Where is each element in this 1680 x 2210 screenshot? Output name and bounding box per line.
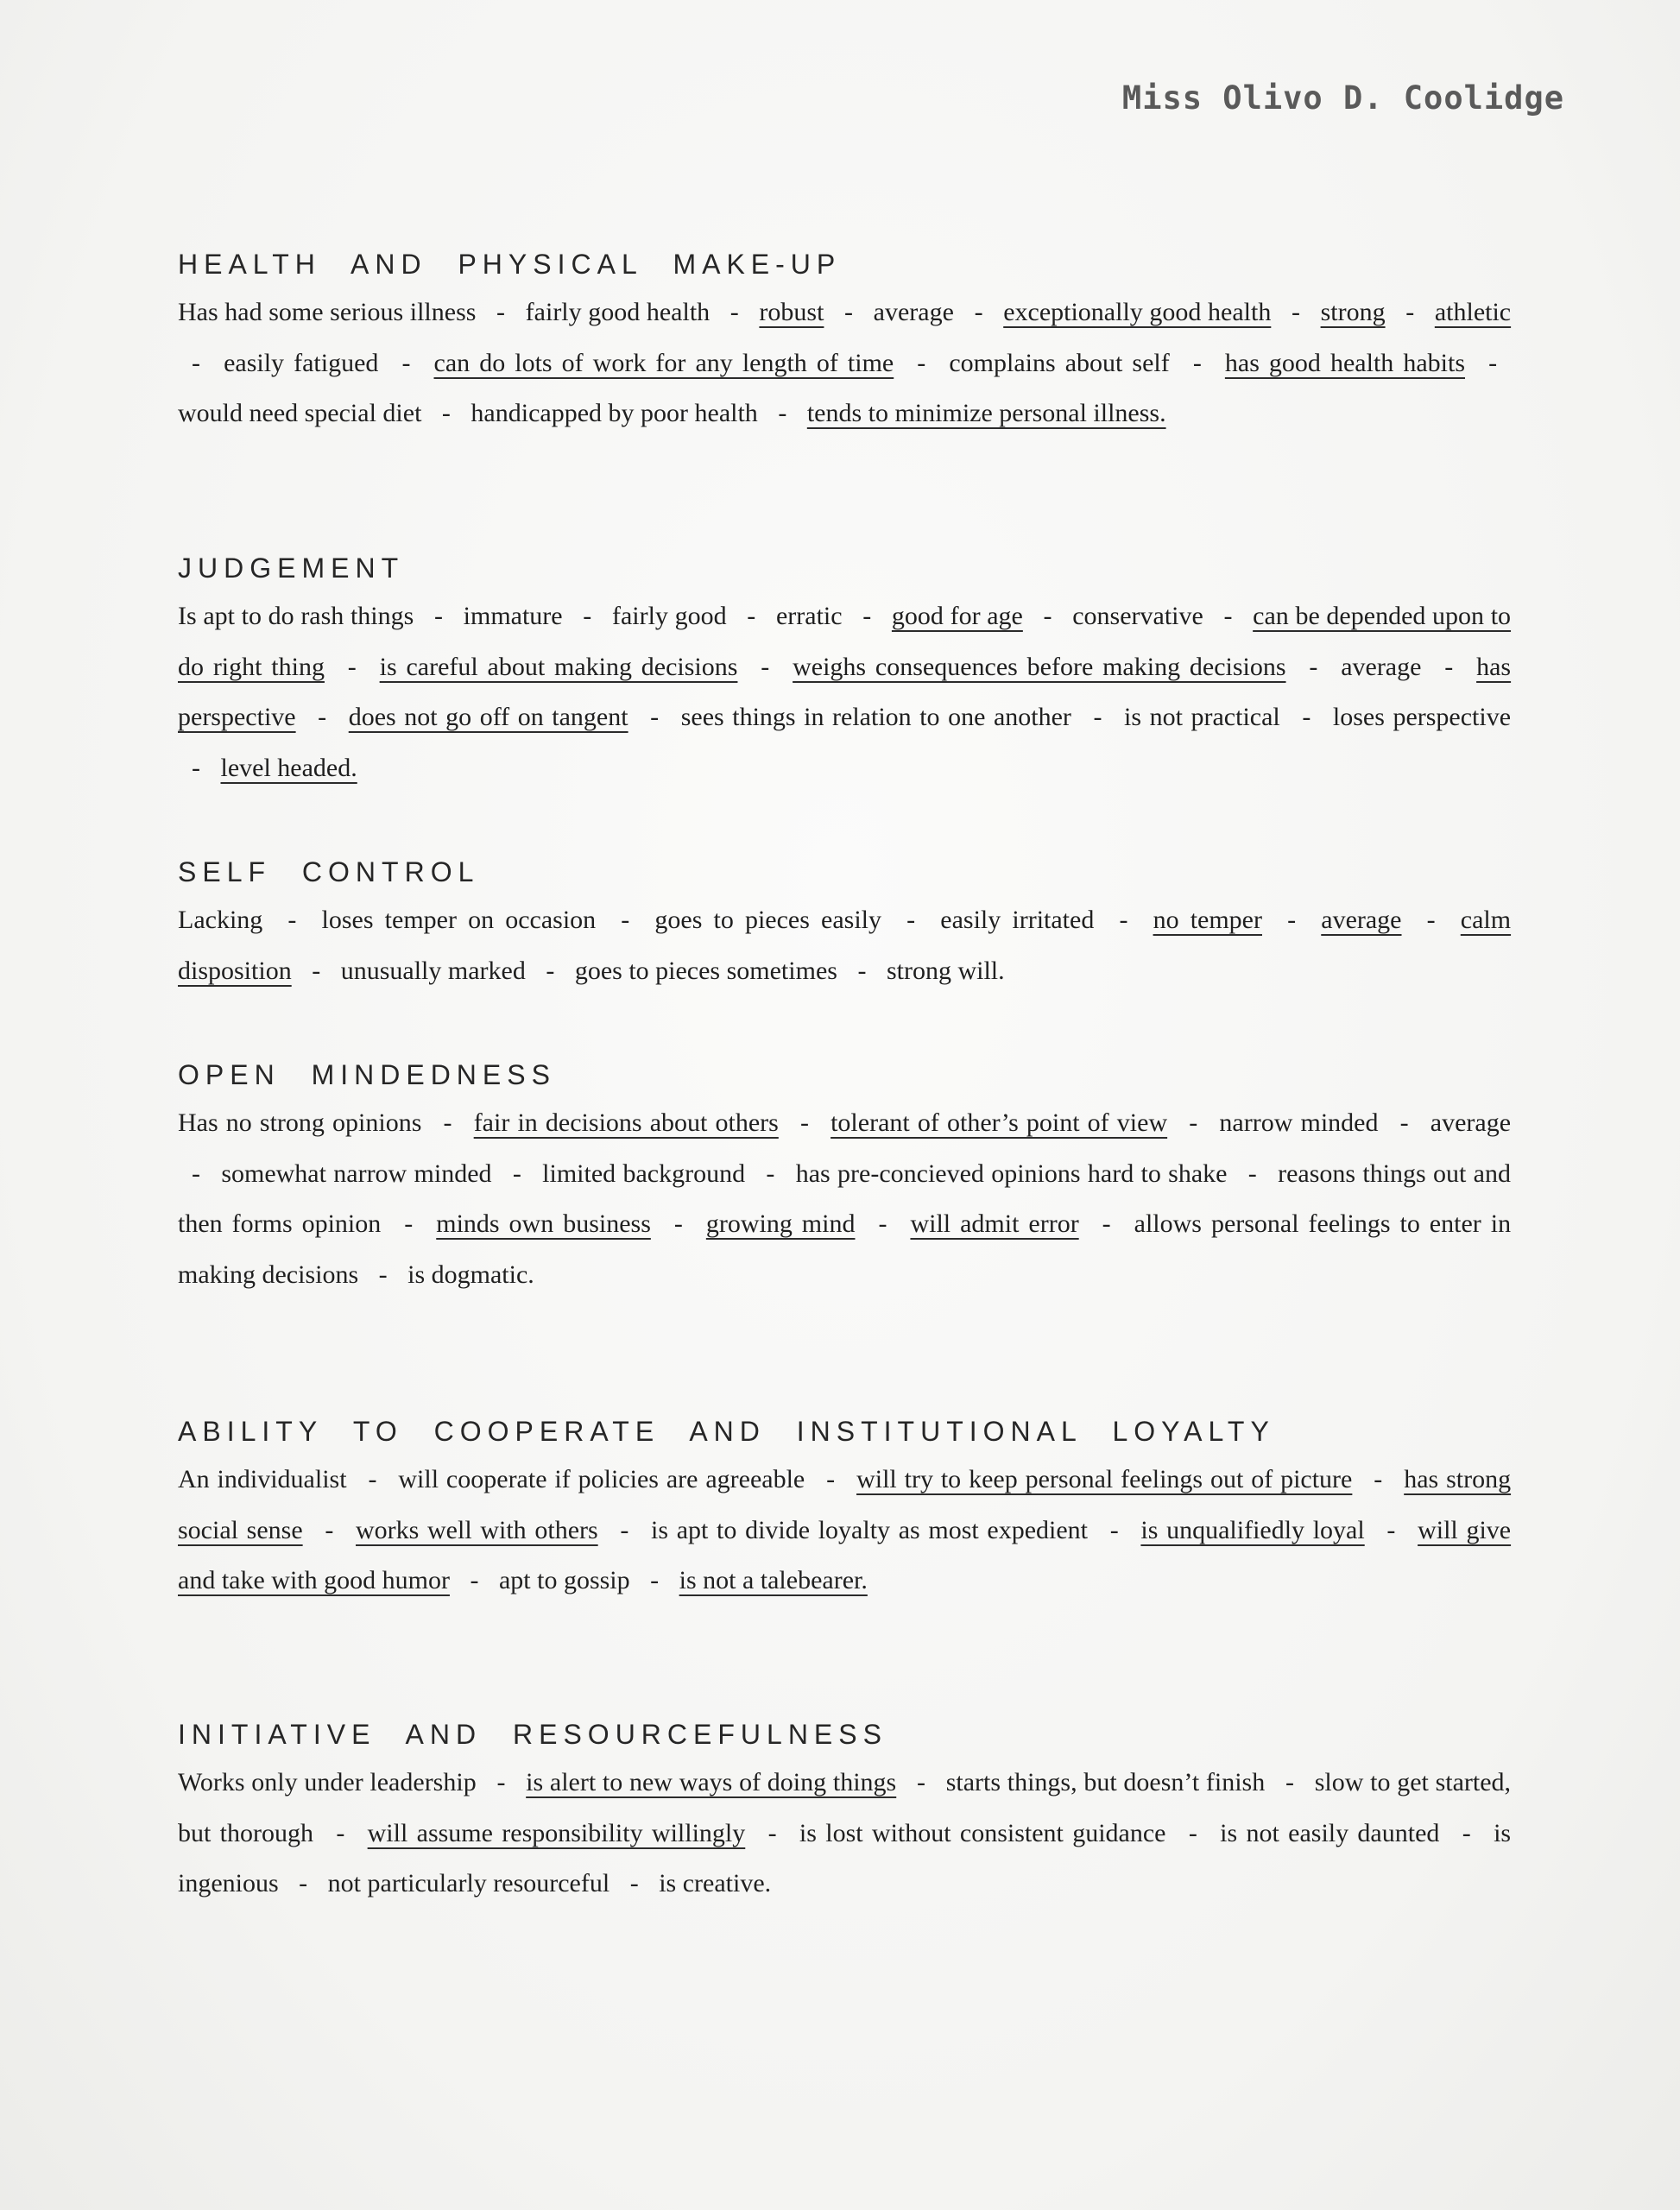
trait: average [873, 298, 954, 326]
separator: - [496, 298, 506, 326]
separator: - [401, 348, 411, 377]
separator: - [1309, 652, 1318, 681]
trait: unusually marked [340, 956, 526, 985]
trait: reasons things out and then forms opinion [178, 1159, 1511, 1238]
trait: An individualist [178, 1465, 347, 1493]
section-heading: SELF CONTROL [178, 856, 480, 887]
trait-underlined: works well with others [356, 1515, 598, 1544]
separator: - [1405, 298, 1415, 326]
trait: easily fatigued [224, 348, 379, 377]
section-items [178, 1455, 1511, 1607]
trait: immature [463, 602, 563, 630]
trait: goes to pieces easily [654, 906, 882, 934]
separator: - [433, 602, 443, 630]
trait: Works only under leadership [178, 1768, 477, 1796]
trait-underlined: does not go off on tangent [348, 703, 628, 731]
separator: - [1247, 1159, 1257, 1188]
separator: - [1374, 1465, 1383, 1493]
trait-underlined: growing mind [705, 1209, 856, 1238]
separator: - [1386, 1515, 1396, 1544]
trait-underlined: will try to keep personal feelings out of picture [856, 1465, 1353, 1493]
section-initiative [178, 1719, 1511, 1910]
separator: - [1302, 703, 1311, 731]
separator: - [906, 906, 916, 934]
trait: limited background [542, 1159, 746, 1188]
separator: - [318, 703, 327, 731]
separator: - [1223, 602, 1233, 630]
trait-underlined: strong [1320, 298, 1386, 326]
trait: complains about self [949, 348, 1170, 377]
trait-underlined: can do lots of work for any length of time [433, 348, 894, 377]
separator: - [325, 1515, 334, 1544]
trait: is dogmatic. [407, 1260, 534, 1289]
trait: will cooperate if policies are agreeable [398, 1465, 805, 1493]
section-heading: ABILITY TO COOPERATE AND INSTITUTIONAL LOYALTY [178, 1416, 1275, 1447]
section-heading: HEALTH AND PHYSICAL MAKE-UP [178, 249, 842, 280]
trait-underlined: exceptionally good health [1003, 298, 1272, 326]
trait-underlined: has good health habits [1224, 348, 1465, 377]
trait: is lost without consistent guidance [799, 1818, 1166, 1847]
section-heading: JUDGEMENT [178, 552, 405, 584]
separator: - [620, 1515, 629, 1544]
trait: narrow minded [1219, 1108, 1379, 1137]
trait-underlined: can be depended upon to do right thing [178, 602, 1512, 681]
separator: - [512, 1159, 521, 1188]
trait: has pre-concieved opinions hard to shake [795, 1159, 1228, 1188]
separator: - [312, 956, 321, 985]
separator: - [799, 1108, 809, 1137]
trait: is not easily daunted [1220, 1818, 1440, 1847]
trait: not particularly resourceful [327, 1869, 610, 1897]
separator: - [761, 652, 770, 681]
trait-underlined: fair in decisions about others [473, 1108, 779, 1137]
trait-underlined: calm disposition [178, 906, 1512, 985]
trait: would need special diet [178, 399, 422, 427]
separator: - [857, 956, 867, 985]
separator: - [778, 399, 787, 427]
separator: - [192, 1159, 200, 1188]
trait-underlined: average [1321, 906, 1402, 934]
separator: - [1462, 1818, 1471, 1847]
trait: is apt to divide loyalty as most expedient [651, 1515, 1089, 1544]
trait-underlined: no temper [1153, 906, 1262, 934]
trait-underlined: good for age [891, 602, 1023, 630]
trait: is ingenious [178, 1818, 1512, 1897]
separator: - [1399, 1108, 1409, 1137]
separator: - [1285, 1768, 1294, 1796]
trait: Lacking [178, 906, 263, 934]
trait: loses perspective [1332, 703, 1512, 731]
trait-underlined: is not a talebearer. [679, 1566, 868, 1594]
trait: erratic [775, 602, 843, 630]
separator: - [368, 1465, 377, 1493]
separator: - [916, 1768, 925, 1796]
trait: allows personal feelings to enter in making decisions [178, 1209, 1512, 1289]
separator: - [470, 1566, 479, 1594]
separator: - [862, 602, 872, 630]
section-judgement [178, 552, 1511, 793]
separator: - [299, 1869, 308, 1897]
trait: is creative. [659, 1869, 772, 1897]
trait: average [1430, 1108, 1512, 1137]
separator: - [1109, 1515, 1119, 1544]
trait-underlined: will admit error [910, 1209, 1079, 1238]
trait: sees things in relation to one another [680, 703, 1071, 731]
section-cooperation-loyalty [178, 1416, 1511, 1607]
section-items [178, 895, 1511, 996]
trait: easily irritated [940, 906, 1095, 934]
trait: Has no strong opinions [178, 1108, 422, 1137]
trait: Is apt to do rash things [178, 602, 414, 630]
trait: fairly good [611, 602, 727, 630]
section-self-control [178, 856, 1511, 996]
separator: - [766, 1159, 775, 1188]
separator: - [917, 348, 926, 377]
separator: - [192, 753, 200, 782]
trait-underlined: tolerant of other’s point of view [831, 1108, 1168, 1137]
separator: - [650, 703, 660, 731]
trait-underlined: has strong social sense [178, 1465, 1512, 1544]
separator: - [1189, 1108, 1198, 1137]
separator: - [1119, 906, 1128, 934]
trait: strong will. [886, 956, 1005, 985]
separator: - [192, 348, 200, 377]
separator: - [1043, 602, 1052, 630]
trait: starts things, but doesn’t finish [945, 1768, 1266, 1796]
separator: - [1426, 906, 1436, 934]
separator: - [1287, 906, 1297, 934]
section-heading: INITIATIVE AND RESOURCEFULNESS [178, 1719, 887, 1750]
trait-underlined: is careful about making decisions [379, 652, 738, 681]
separator: - [496, 1768, 506, 1796]
separator: - [1488, 348, 1498, 377]
separator: - [1291, 298, 1300, 326]
separator: - [673, 1209, 683, 1238]
separator: - [347, 652, 357, 681]
trait-underlined: tends to minimize personal illness. [806, 399, 1166, 427]
separator: - [1192, 348, 1202, 377]
trait-underlined: will assume responsibility willingly [367, 1818, 746, 1847]
trait: fairly good health [525, 298, 711, 326]
separator: - [378, 1260, 388, 1289]
section-open-mindedness [178, 1059, 1511, 1300]
separator: - [1093, 703, 1102, 731]
separator: - [441, 399, 451, 427]
separator: - [404, 1209, 414, 1238]
separator: - [336, 1818, 345, 1847]
separator: - [621, 906, 630, 934]
separator: - [629, 1869, 639, 1897]
trait-underlined: minds own business [436, 1209, 651, 1238]
trait: loses temper on occasion [321, 906, 597, 934]
separator: - [878, 1209, 887, 1238]
trait-underlined: is unqualifiedly loyal [1140, 1515, 1365, 1544]
separator: - [443, 1108, 452, 1137]
separator: - [1444, 652, 1454, 681]
separator: - [747, 602, 756, 630]
section-items [178, 591, 1511, 793]
separator: - [767, 1818, 777, 1847]
section-items [178, 287, 1511, 439]
separator: - [974, 298, 983, 326]
trait-underlined: athletic [1434, 298, 1512, 326]
separator: - [1102, 1209, 1111, 1238]
trait-underlined: has perspective [178, 652, 1512, 731]
trait: is not practical [1124, 703, 1280, 731]
trait: goes to pieces sometimes [574, 956, 837, 985]
trait: apt to gossip [498, 1566, 630, 1594]
trait-underlined: robust [759, 298, 824, 326]
trait: conservative [1072, 602, 1203, 630]
section-items [178, 1758, 1511, 1910]
separator: - [729, 298, 739, 326]
separator: - [546, 956, 555, 985]
candidate-name: Miss Olivo D. Coolidge [1121, 79, 1564, 117]
section-health [178, 249, 1511, 439]
trait: handicapped by poor health [471, 399, 758, 427]
separator: - [844, 298, 854, 326]
trait: average [1341, 652, 1422, 681]
separator: - [650, 1566, 660, 1594]
trait: Has had some serious illness [178, 298, 477, 326]
trait: somewhat narrow minded [221, 1159, 492, 1188]
section-heading: OPEN MINDEDNESS [178, 1059, 556, 1090]
trait-underlined: will give and take with good humor [178, 1515, 1512, 1594]
separator: - [1188, 1818, 1197, 1847]
trait-underlined: is alert to new ways of doing things [526, 1768, 897, 1796]
separator: - [287, 906, 297, 934]
trait-underlined: level headed. [220, 753, 357, 782]
trait: slow to get started, but thorough [178, 1768, 1512, 1847]
trait-underlined: weighs consequences before making decisions [793, 652, 1286, 681]
separator: - [826, 1465, 836, 1493]
section-items [178, 1098, 1511, 1300]
separator: - [583, 602, 592, 630]
